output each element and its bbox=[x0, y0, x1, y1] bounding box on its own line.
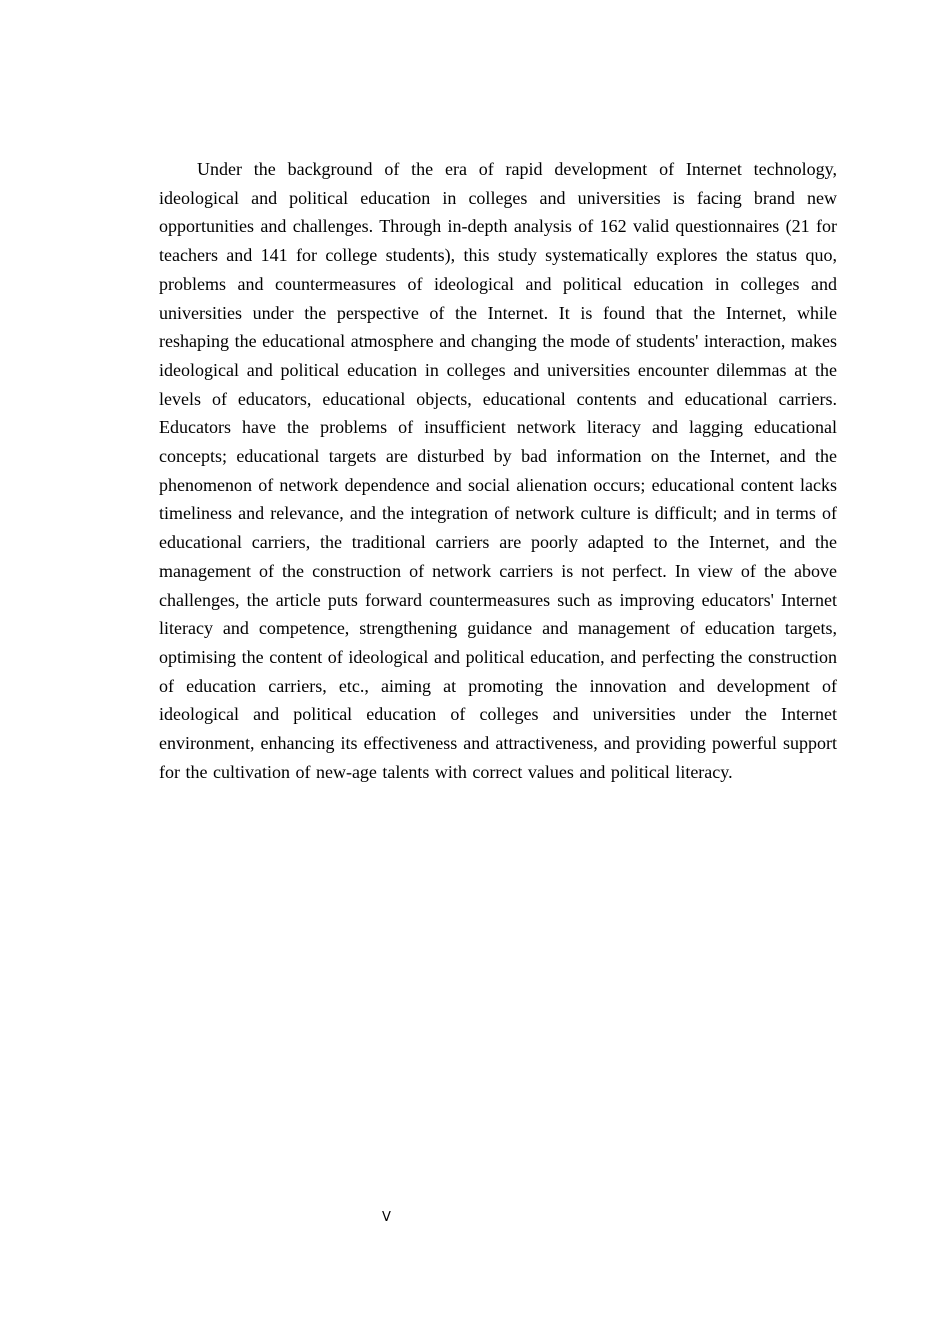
abstract-paragraph: Under the background of the era of rapid development of Internet technology, ideological and political education in colleges and universities is facing brand new opportunities and challenges. Through in-depth analysis of 162 valid questionnaires (21 for teachers and 141 for college students), this study systematically explores the status quo, problems and countermeasures of ideological and political education in colleges and universities under the perspective of the Internet. It is found that the Internet, while reshaping the educational atmosphere and changing the mode of students' interaction, makes ideological and political education in colleges and universities encounter dilemmas at the levels of educators, educational objects, educational contents and educational carriers. Educators have the problems of insufficient network literacy and lagging educational concepts; educational targets are disturbed by bad information on the Internet, and the phenomenon of network dependence and social alienation occurs; educational content lacks timeliness and relevance, and the integration of network culture is difficult; and in terms of educational carriers, the traditional carriers are poorly adapted to the Internet, and the management of the construction of network carriers is not perfect. In view of the above challenges, the article puts forward countermeasures such as improving educators' Internet literacy and competence, strengthening guidance and management of education targets, optimising the content of ideological and political education, and perfecting the construction of education carriers, etc., aiming at promoting the innovation and development of ideological and political education of colleges and universities under the Internet environment, enhancing its effectiveness and attractiveness, and providing powerful support for the cultivation of new-age talents with correct values and political literacy. bbox=[159, 159, 837, 782]
page-number: V bbox=[382, 1210, 391, 1225]
